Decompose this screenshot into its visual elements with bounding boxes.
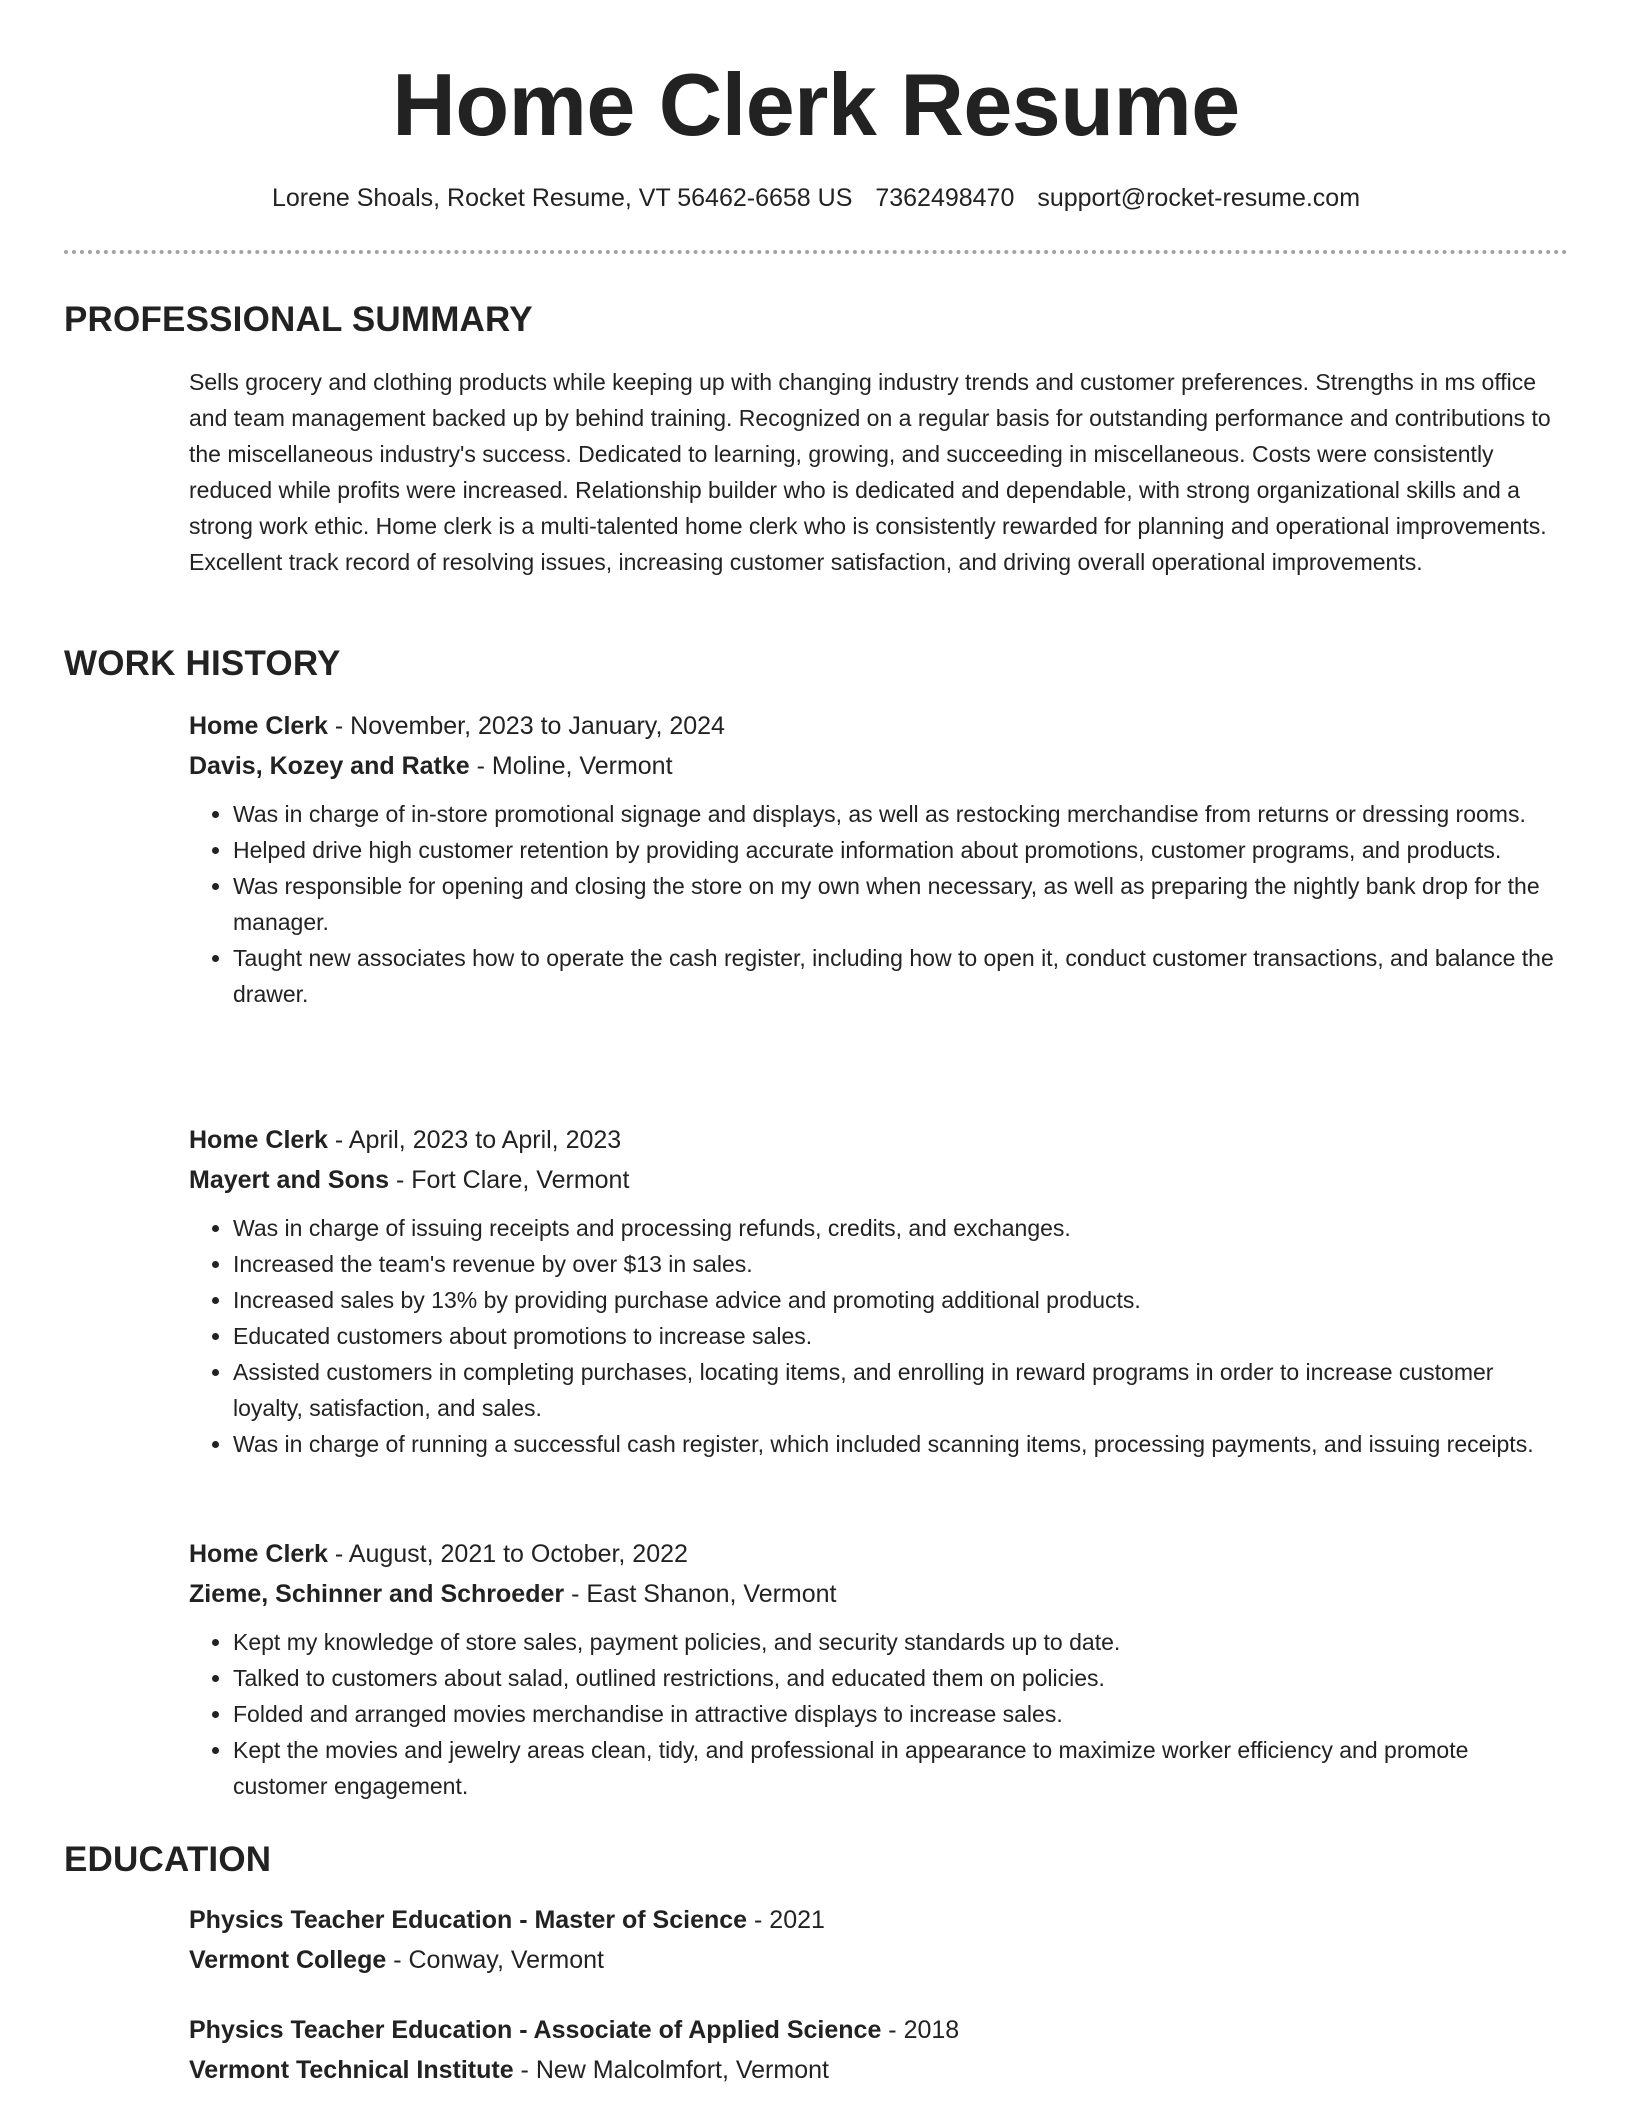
list-item: • Helped drive high customer retention by providing accurate information about promotions, customer programs, and products.	[233, 832, 1569, 868]
contact-phone: 7362498470	[875, 184, 1015, 212]
education-degree: Physics Teacher Education - Master of Science	[189, 1906, 748, 1934]
job-location: - Moline, Vermont	[469, 752, 673, 780]
list-item: • Kept the movies and jewelry areas clean, tidy, and professional in appearance to maximize worker efficiency and promote customer engagement.	[233, 1732, 1569, 1804]
education-entry-2	[189, 2010, 1569, 2090]
job-role: Home Clerk	[189, 1126, 328, 1154]
job-title-line	[189, 1120, 1569, 1160]
section-title-summary: PROFESSIONAL SUMMARY	[64, 300, 533, 339]
header-divider	[64, 250, 1568, 254]
education-school-line	[189, 1940, 1569, 1980]
job-bullets	[189, 1210, 1569, 1462]
job-entry-2	[189, 1120, 1569, 1462]
education-entry-1	[189, 1900, 1569, 1980]
job-company-line	[189, 1574, 1569, 1614]
list-item: • Was responsible for opening and closing the store on my own when necessary, as well as preparing the nightly bank drop for the manager.	[233, 868, 1569, 940]
contact-address: Lorene Shoals, Rocket Resume, VT 56462-6658 US	[271, 184, 853, 212]
job-bullets	[189, 796, 1569, 1012]
job-location: - Fort Clare, Vermont	[389, 1166, 630, 1194]
job-title-line	[189, 706, 1569, 746]
job-entry-1	[189, 706, 1569, 1012]
education-school: Vermont Technical Institute	[189, 2056, 514, 2084]
list-item: • Was in charge of running a successful cash register, which included scanning items, processing payments, and issuing receipts.	[233, 1426, 1569, 1462]
education-year: - 2018	[881, 2016, 960, 2044]
page-title: Home Clerk Resume	[392, 55, 1240, 154]
education-school-line	[189, 2050, 1569, 2090]
job-role: Home Clerk	[189, 1540, 328, 1568]
contact-email: support@rocket-resume.com	[1037, 184, 1361, 212]
list-item: • Was in charge of issuing receipts and processing refunds, credits, and exchanges.	[233, 1210, 1569, 1246]
summary-text: Sells grocery and clothing products while keeping up with changing industry trends and customer preferences. Strengths in ms office and team management backed up by behind training. Recognized on a regular basis for outstanding performance and contributions to the miscellaneous industry's success. Dedicated to learning, growing, and succeeding in miscellaneous. Costs were consistently reduced while profits were increased. Relationship builder who is dedicated and dependable, with strong organizational skills and a strong work ethic. Home clerk is a multi-talented home clerk who is consistently rewarded for planning and operational improvements. Excellent track record of resolving issues, increasing customer satisfaction, and driving overall operational improvements.	[189, 369, 1551, 575]
list-item: • Increased sales by 13% by providing purchase advice and promoting additional products.	[233, 1282, 1569, 1318]
list-item: • Taught new associates how to operate the cash register, including how to open it, conduct customer transactions, and balance the drawer.	[233, 940, 1569, 1012]
education-location: - Conway, Vermont	[386, 1946, 604, 1974]
job-dates: - April, 2023 to April, 2023	[327, 1126, 622, 1154]
education-degree-line	[189, 2010, 1569, 2050]
job-role: Home Clerk	[189, 712, 328, 740]
list-item: • Increased the team's revenue by over $13 in sales.	[233, 1246, 1569, 1282]
list-item: • Kept my knowledge of store sales, payment policies, and security standards up to date.	[233, 1624, 1569, 1660]
job-bullets	[189, 1624, 1569, 1804]
job-company: Davis, Kozey and Ratke	[189, 752, 470, 780]
list-item: • Assisted customers in completing purchases, locating items, and enrolling in reward programs in order to increase customer loyalty, satisfaction, and sales.	[233, 1354, 1569, 1426]
education-degree-line	[189, 1900, 1569, 1940]
list-item: • Talked to customers about salad, outlined restrictions, and educated them on policies.	[233, 1660, 1569, 1696]
job-company: Zieme, Schinner and Schroeder	[189, 1580, 565, 1608]
job-dates: - November, 2023 to January, 2024	[327, 712, 725, 740]
job-company-line	[189, 1160, 1569, 1200]
education-location: - New Malcolmfort, Vermont	[513, 2056, 829, 2084]
job-location: - East Shanon, Vermont	[564, 1580, 837, 1608]
job-dates: - August, 2021 to October, 2022	[327, 1540, 688, 1568]
job-company: Mayert and Sons	[189, 1166, 390, 1194]
education-school: Vermont College	[189, 1946, 387, 1974]
education-year: - 2021	[747, 1906, 825, 1934]
contact-line	[0, 180, 1632, 216]
list-item: • Was in charge of in-store promotional signage and displays, as well as restocking merchandise from returns or dressing rooms.	[233, 796, 1569, 832]
job-title-line	[189, 1534, 1569, 1574]
list-item: • Folded and arranged movies merchandise in attractive displays to increase sales.	[233, 1696, 1569, 1732]
section-title-education: EDUCATION	[64, 1840, 272, 1879]
list-item: • Educated customers about promotions to increase sales.	[233, 1318, 1569, 1354]
job-entry-3	[189, 1534, 1569, 1804]
section-title-work-history: WORK HISTORY	[64, 644, 341, 683]
education-degree: Physics Teacher Education - Associate of Applied Science	[189, 2016, 882, 2044]
job-company-line	[189, 746, 1569, 786]
